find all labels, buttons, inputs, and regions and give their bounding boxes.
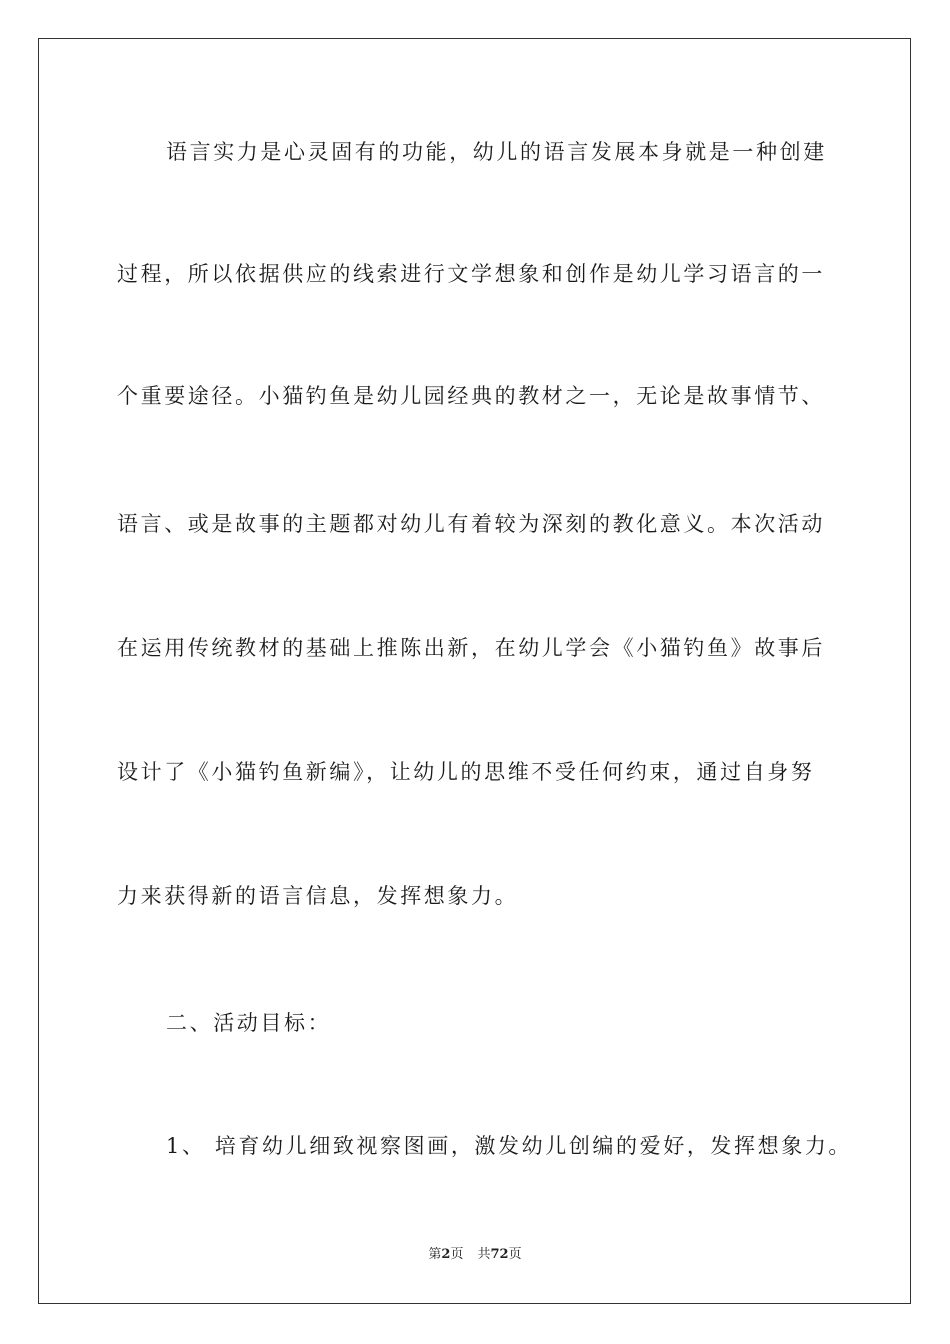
- footer-page-prefix: 第: [428, 1247, 442, 1262]
- paragraph-line-2: 过程，所以依据供应的线索进行文学想象和创作是幼儿学习语言的一: [117, 262, 825, 286]
- paragraph-line-4: 语言、或是故事的主题都对幼儿有着较为深刻的教化意义。本次活动: [117, 512, 825, 536]
- paragraph-line-1: 语言实力是心灵固有的功能，幼儿的语言发展本身就是一种创建: [166, 140, 827, 164]
- paragraph-line-5: 在运用传统教材的基础上推陈出新，在幼儿学会《小猫钓鱼》故事后: [117, 636, 825, 660]
- section-heading: 二、活动目标：: [166, 1011, 332, 1035]
- footer-page-suffix: 页: [450, 1247, 464, 1262]
- paragraph-line-7: 力来获得新的语言信息，发挥想象力。: [117, 884, 519, 908]
- footer-page-number: 2: [441, 1247, 451, 1262]
- paragraph-line-6: 设计了《小猫钓鱼新编》，让幼儿的思维不受任何约束，通过自身努: [117, 760, 815, 784]
- page-border: [38, 38, 911, 1304]
- page-footer: [0, 1246, 950, 1264]
- footer-total-suffix: 页: [508, 1247, 522, 1262]
- footer-total-prefix: 共: [477, 1247, 491, 1262]
- footer-total-pages: 72: [490, 1247, 509, 1262]
- goal-item-1: 1、 培育幼儿细致视察图画，激发幼儿创编的爱好，发挥想象力。: [166, 1134, 853, 1158]
- paragraph-line-3: 个重要途径。小猫钓鱼是幼儿园经典的教材之一，无论是故事情节、: [117, 384, 825, 408]
